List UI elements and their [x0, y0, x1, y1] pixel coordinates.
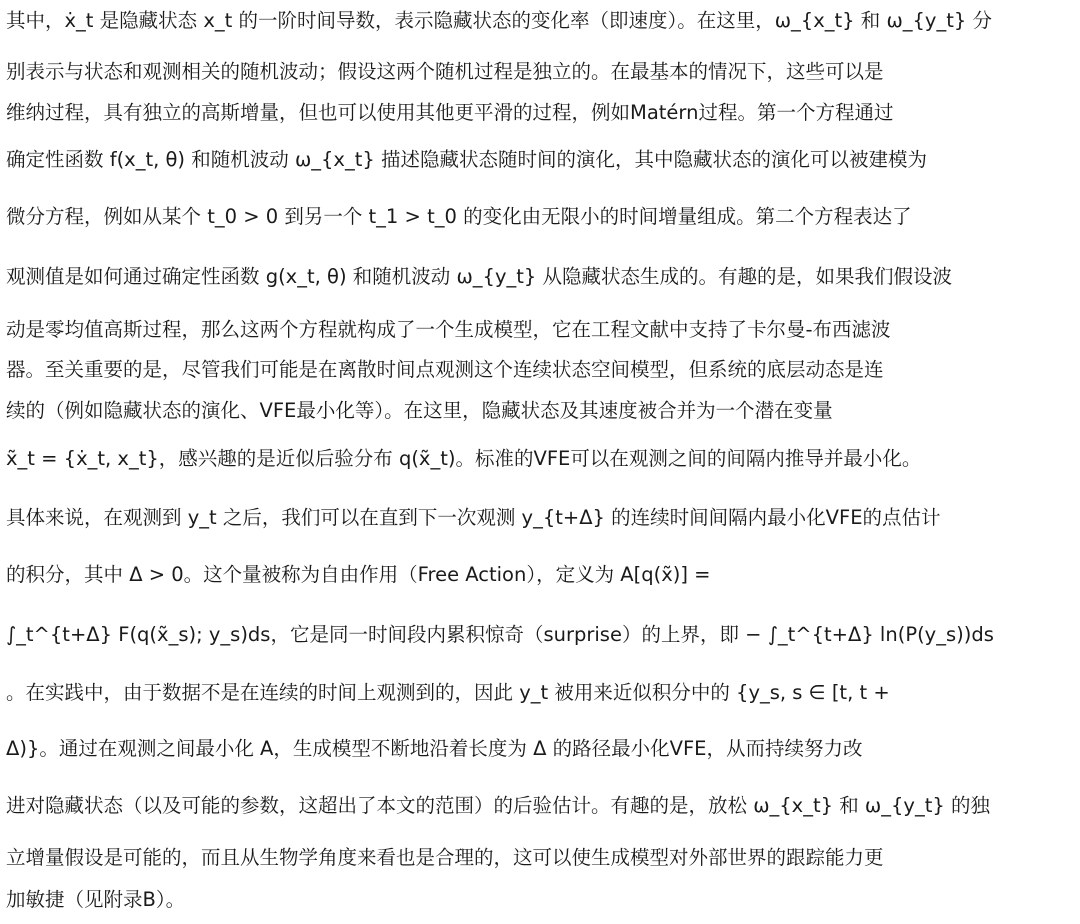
paragraph-line: 续的（例如隐藏状态的演化、VFE最小化等）。在这里，隐藏状态及其速度被合并为一个潜在变量 — [6, 399, 833, 422]
paragraph-line: Δ)}。通过在观测之间最小化 A，生成模型不断地沿着长度为 Δ 的路径最小化VFE，从而持续努力改 — [6, 737, 863, 760]
paragraph-line: 维纳过程，具有独立的高斯增量，但也可以使用其他更平滑的过程，例如Matérn过程。第一个方程通过 — [6, 101, 894, 124]
paragraph-line: 微分方程，例如从某个 t_0 > 0 到另一个 t_1 > t_0 的变化由无限小的时间增量组成。第二个方程表达了 — [6, 205, 912, 228]
paragraph-line: 其中，ẋ_t 是隐藏状态 x_t 的一阶时间导数，表示隐藏状态的变化率（即速度）。在这里，ω_{x_t} 和 ω_{y_t} 分 — [6, 9, 992, 32]
paragraph-line: 立增量假设是可能的，而且从生物学角度来看也是合理的，这可以使生成模型对外部世界的跟踪能力更 — [6, 846, 884, 869]
paragraph-line: 确定性函数 f(x_t, θ) 和随机波动 ω_{x_t} 描述隐藏状态随时间的演化，其中隐藏状态的演化可以被建模为 — [6, 148, 927, 171]
paragraph-line: 。在实践中，由于数据不是在连续的时间上观测到的，因此 y_t 被用来近似积分中的 {y_s, s ∈ [t, t + — [6, 681, 890, 704]
paragraph-line: 的积分，其中 Δ > 0。这个量被称为自由作用（Free Action），定义为 A[q(x̃)] = — [6, 563, 711, 586]
paragraph-line: 观测值是如何通过确定性函数 g(x_t, θ) 和随机波动 ω_{y_t} 从隐藏状态生成的。有趣的是，如果我们假设波 — [6, 265, 952, 288]
paragraph-line: 别表示与状态和观测相关的随机波动；假设这两个随机过程是独立的。在最基本的情况下，这些可以是 — [6, 60, 884, 83]
paragraph-line: 器。至关重要的是，尽管我们可能是在离散时间点观测这个连续状态空间模型，但系统的底层动态是连 — [6, 358, 884, 381]
paragraph-line: 动是零均值高斯过程，那么这两个方程就构成了一个生成模型，它在工程文献中支持了卡尔曼-布西滤波 — [6, 318, 891, 341]
paragraph-line: 具体来说，在观测到 y_t 之后，我们可以在直到下一次观测 y_{t+Δ} 的连续时间间隔内最小化VFE的点估计 — [6, 506, 941, 529]
paragraph-line: x̃_t = {ẋ_t, x_t}，感兴趣的是近似后验分布 q(x̃_t)。标准的VFE可以在观测之间的间隔内推导并最小化。 — [6, 447, 922, 470]
paragraph-line: ∫_t^{t+Δ} F(q(x̃_s); y_s)ds，它是同一时间段内累积惊奇（surprise）的上界，即 − ∫_t^{t+Δ} ln(P(y_s))ds — [6, 623, 994, 646]
paragraph-line: 加敏捷（见附录B）。 — [6, 888, 186, 911]
paragraph-line: 进对隐藏状态（以及可能的参数，这超出了本文的范围）的后验估计。有趣的是，放松 ω_{x_t} 和 ω_{y_t} 的独 — [6, 794, 990, 817]
